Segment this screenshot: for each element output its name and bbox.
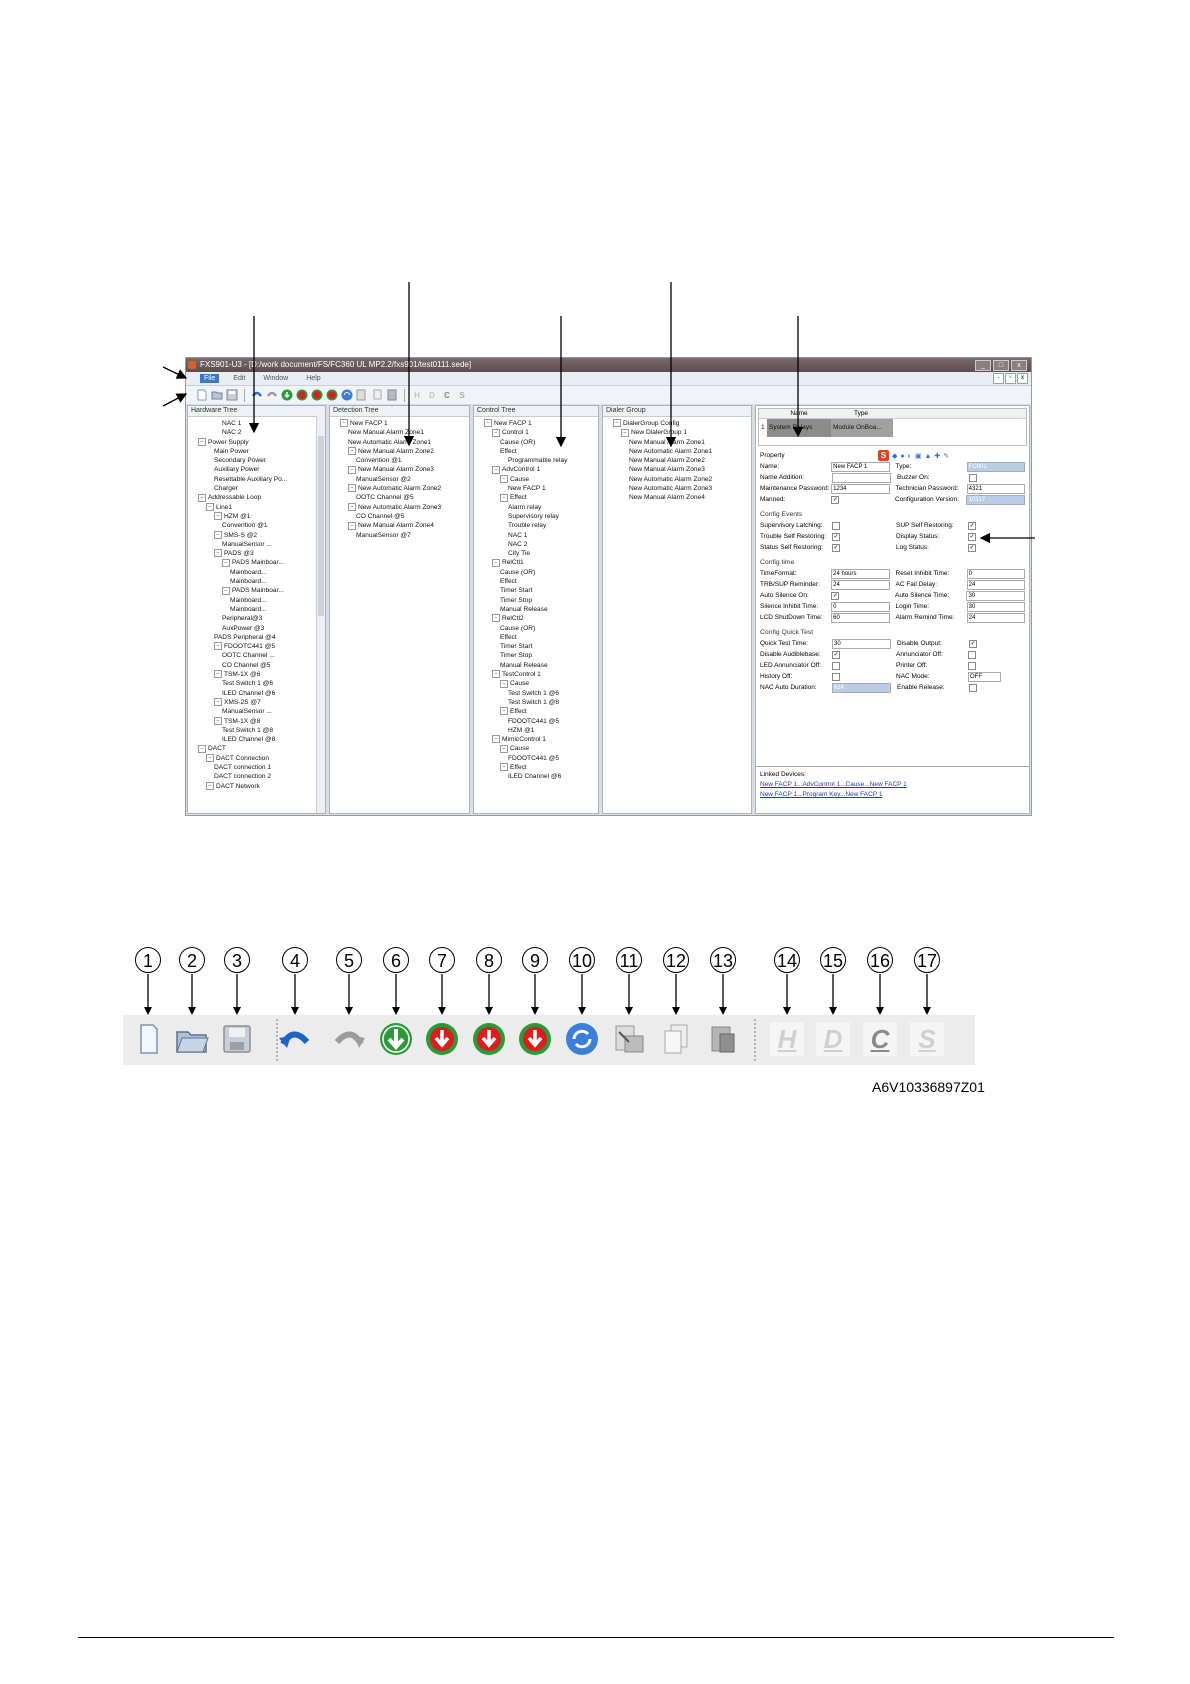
legend-number: 11 — [616, 947, 642, 973]
tree-node-label: ManualSensor @2 — [356, 475, 411, 483]
tree-node-label: DACT connection 1 — [214, 763, 272, 771]
tree-node-label: Auxiliary Power — [214, 466, 260, 474]
legend-number: 12 — [663, 947, 689, 973]
checkbox[interactable]: ✓ — [832, 592, 838, 599]
tree-node-label: Mainboard... — [230, 596, 267, 604]
property-field[interactable]: 1234 — [831, 484, 889, 494]
property-label: Type: — [895, 463, 912, 470]
property-label: Trouble Self Restoring: — [760, 533, 827, 540]
legend-number: 7 — [429, 947, 455, 973]
tree-node-label: Test Switch 1 @8 — [508, 698, 560, 706]
expand-toggle-icon[interactable]: − — [613, 419, 621, 427]
tree-node-label: Addressable Loop — [208, 494, 262, 502]
property-field[interactable]: New FACP 1 — [831, 462, 889, 472]
expand-toggle-icon[interactable]: − — [340, 419, 348, 427]
tree-node-label: Effect — [500, 447, 517, 455]
expand-toggle-icon[interactable]: − — [492, 466, 500, 474]
expand-toggle-icon[interactable]: − — [214, 698, 222, 706]
expand-toggle-icon[interactable]: − — [198, 494, 206, 502]
config-time-label: Config time — [760, 559, 795, 566]
property-field[interactable]: 24 — [967, 580, 1025, 590]
tree-node-label: PADS Mainboar... — [232, 587, 284, 595]
property-label: Printer Off: — [896, 662, 928, 669]
legend-number: 17 — [914, 947, 940, 973]
property-field[interactable]: 0 — [967, 569, 1025, 579]
expand-toggle-icon[interactable]: − — [348, 447, 356, 455]
property-label: Supervisory Latching: — [760, 522, 823, 529]
menu-file[interactable]: File — [200, 374, 219, 383]
legend-arrowhead — [672, 1007, 680, 1015]
property-field[interactable]: OFF — [968, 672, 1001, 682]
redo-icon — [329, 1019, 369, 1059]
tree-node-label: AuxPower @3 — [222, 624, 265, 632]
expand-toggle-icon[interactable]: − — [500, 680, 508, 688]
tree-node-label: New Manual Alarm Zone4 — [358, 522, 434, 530]
legend-number: 15 — [820, 947, 846, 973]
export-icon — [609, 1019, 649, 1059]
tree-node-label: MimicControl 1 — [502, 736, 546, 744]
d-letter-icon[interactable]: D — [429, 390, 435, 400]
linked-devices-label: Linked Devices: — [760, 771, 806, 778]
tree-node-label: XMS-2S @7 — [224, 698, 261, 706]
tree-node-label: New FACP 1 — [494, 420, 532, 427]
grid-cell-name: System Relays — [767, 419, 831, 437]
tree-node-label: Programmable relay — [508, 457, 568, 465]
tree-node-label: Power Supply — [208, 438, 249, 446]
property-label: NAC Mode: — [896, 673, 930, 680]
tree-node-label: HZM @1 — [224, 512, 251, 520]
property-label: Buzzer On: — [897, 474, 930, 481]
property-label: Silence Inhibit Time: — [760, 603, 819, 610]
tree-node-label: PADS Mainboar... — [232, 559, 284, 567]
expand-toggle-icon[interactable]: − — [198, 438, 206, 446]
d-letter-icon: D — [816, 1022, 850, 1056]
checkbox[interactable]: ✓ — [970, 640, 976, 647]
tree-node-label: City Tie — [508, 550, 530, 558]
footer-rule — [78, 1637, 1114, 1638]
tree-node-label: New Manual Alarm Zone1 — [348, 429, 424, 437]
linked-device-link-2[interactable]: New FACP 1...Program Key...New FACP 1 — [760, 791, 883, 798]
tree-node-label: CO Channel @5 — [222, 661, 271, 669]
tree-node-label: Cause (OR) — [500, 568, 536, 576]
download-red-icon — [515, 1019, 555, 1059]
expand-toggle-icon[interactable]: − — [492, 429, 500, 437]
property-label: Auto Silence On: — [760, 592, 809, 599]
mdi-minimize-button[interactable]: - — [993, 373, 1004, 384]
mdi-close-button[interactable]: x — [1017, 373, 1028, 384]
expand-toggle-icon[interactable]: − — [348, 522, 356, 530]
refresh-icon — [562, 1019, 602, 1059]
tree-node-label: DACT Connection — [216, 754, 270, 762]
checkbox[interactable]: ✓ — [833, 544, 839, 551]
tree-node-label: Mainboard... — [230, 578, 267, 586]
legend-number: 3 — [224, 947, 250, 973]
legend-arrowhead — [719, 1007, 727, 1015]
undo-icon — [275, 1019, 315, 1059]
tree-node-label: NAC 2 — [508, 540, 528, 548]
tree-node-label: TestControl 1 — [502, 671, 541, 679]
tree-node-label: HZM @1 — [508, 726, 535, 734]
property-field[interactable]: 30 — [966, 591, 1025, 601]
property-field[interactable]: FC901 — [967, 462, 1025, 472]
tree-node-label: PADS @3 — [224, 550, 254, 558]
linked-device-link-1[interactable]: New FACP 1...AdvControl 1...Cause...New FACP 1 — [760, 781, 907, 788]
expand-toggle-icon[interactable]: − — [214, 670, 222, 678]
legend-number: 14 — [774, 947, 800, 973]
tree-node-label: AdvControl 1 — [502, 466, 541, 474]
tree-node-label: Test Switch 1 @8 — [222, 726, 274, 734]
tree-node-label: DACT connection 2 — [214, 773, 272, 781]
property-field[interactable]: 60 — [831, 613, 889, 623]
property-label: History Off: — [760, 673, 793, 680]
expand-toggle-icon[interactable]: − — [222, 559, 230, 567]
legend-arrowhead — [345, 1007, 353, 1015]
expand-toggle-icon[interactable]: − — [214, 549, 222, 557]
property-label: Quick Test Time: — [760, 640, 808, 647]
legend-arrowhead — [578, 1007, 586, 1015]
legend-arrowhead — [876, 1007, 884, 1015]
property-label: Manned: — [760, 496, 786, 503]
paste-icon — [703, 1019, 743, 1059]
property-field[interactable]: 30 — [832, 639, 891, 649]
expand-toggle-icon[interactable]: − — [206, 754, 214, 762]
toolbar-legend — [85, 947, 975, 1107]
expand-toggle-icon[interactable]: − — [222, 587, 230, 595]
tree-node-label: Charger — [214, 485, 238, 493]
tree-node-label: RelCtl2 — [502, 615, 524, 623]
legend-arrowhead — [625, 1007, 633, 1015]
tree-node-label: Timer Start — [500, 643, 533, 651]
download-red-icon — [422, 1019, 462, 1059]
tree-node-label: New Manual Alarm Zone4 — [629, 494, 705, 502]
tree-node-label: New FACP 1 — [508, 485, 546, 493]
property-label: Enable Release: — [897, 684, 945, 691]
tree-node-label: Convention @1 — [356, 457, 402, 465]
property-label: AC Fail Delay: — [895, 581, 938, 588]
s-letter-icon: S — [910, 1022, 944, 1056]
property-label: Disable Output: — [897, 640, 942, 647]
tree-node-label: Test Switch 1 @6 — [222, 680, 274, 688]
legend-number: 16 — [867, 947, 893, 973]
tree-node-label: DACT Network — [216, 782, 260, 790]
legend-number: 8 — [476, 947, 502, 973]
tree-node-label: ManualSensor ... — [222, 540, 272, 548]
tree-node-label: OOTC Channel @5 — [356, 494, 414, 502]
tree-node-label: New DialerGroup 1 — [631, 429, 688, 437]
tree-node-label: Secondary Power — [214, 457, 267, 465]
tree-node-label: New Automatic Alarm Zone1 — [629, 447, 713, 455]
tree-node-label: ILED Channel @6 — [222, 689, 276, 697]
property-field[interactable]: 24 — [967, 613, 1025, 623]
property-label: Auto Silence Time: — [895, 592, 950, 599]
checkbox[interactable]: ✓ — [833, 533, 839, 540]
expand-toggle-icon[interactable]: − — [484, 419, 492, 427]
expand-toggle-icon[interactable]: − — [348, 503, 356, 511]
property-label: Name: — [760, 463, 780, 470]
property-label: TRB/SUP Reminder: — [760, 581, 820, 588]
tree-node-label: Timer Stop — [500, 652, 532, 660]
tree-node-label: Manual Release — [500, 661, 548, 669]
expand-toggle-icon[interactable]: − — [348, 484, 356, 492]
tree-node-label: New Automatic Alarm Zone3 — [358, 503, 442, 511]
expand-toggle-icon[interactable]: − — [621, 429, 629, 437]
legend-arrowhead — [923, 1007, 931, 1015]
tree-node-label: New Automatic Alarm Zone2 — [629, 475, 713, 483]
mdi-restore-button[interactable]: ▫ — [1005, 373, 1016, 384]
expand-toggle-icon[interactable]: − — [492, 670, 500, 678]
tree-node-label: TSM-1X @6 — [224, 671, 261, 679]
detection-tree-header: Detection Tree — [330, 406, 469, 417]
tree-node-label: Mainboard... — [230, 568, 267, 576]
c-letter-icon: C — [863, 1022, 897, 1056]
legend-arrowhead — [485, 1007, 493, 1015]
expand-toggle-icon[interactable]: − — [206, 782, 214, 790]
tree-node-label: Main Power — [214, 447, 249, 455]
legend-arrowhead — [144, 1007, 152, 1015]
tree-node-label: Trouble relay — [508, 522, 547, 530]
legend-number: 9 — [522, 947, 548, 973]
new-file-icon — [128, 1019, 168, 1059]
c-letter-icon[interactable]: C — [444, 390, 450, 400]
property-label: Log Status: — [896, 544, 929, 551]
tree-node-label: DialerGroup Config — [623, 420, 680, 427]
callout-arrow — [163, 394, 186, 406]
tree-node-label: Control 1 — [502, 429, 529, 437]
property-label: Reset Inhibit Time: — [895, 570, 950, 577]
property-label: TimeFormat: — [760, 570, 797, 577]
expand-toggle-icon[interactable]: − — [214, 531, 222, 539]
tree-node-label: RelCtl1 — [502, 559, 524, 567]
hardware-tree-header: Hardware Tree — [188, 406, 325, 417]
tree-node-label: DACT — [208, 745, 226, 753]
tree-node-label: Timer Stop — [500, 596, 532, 604]
legend-arrowhead — [783, 1007, 791, 1015]
property-label: Status Self Restoring: — [760, 544, 823, 551]
tree-node-label: Mainboard... — [230, 605, 267, 613]
menu-window[interactable]: Window — [263, 375, 289, 382]
property-field[interactable]: 4321 — [967, 484, 1025, 494]
grid-cell-type: Module OnBoa... — [831, 419, 893, 437]
expand-toggle-icon[interactable]: − — [198, 745, 206, 753]
expand-toggle-icon[interactable]: − — [492, 735, 500, 743]
tree-node-label: New Manual Alarm Zone3 — [629, 466, 705, 474]
tree-node-label: PADS Peripheral @4 — [214, 633, 276, 641]
tree-node-label: Alarm relay — [508, 503, 542, 511]
tree-node-label: NAC 2 — [222, 429, 242, 437]
property-label: SUP Self Restoring: — [896, 522, 954, 529]
property-label: Configuration Version: — [895, 496, 959, 503]
legend-number: 1 — [135, 947, 161, 973]
expand-toggle-icon[interactable]: − — [500, 494, 508, 502]
tree-node-label: Line1 — [216, 503, 233, 511]
expand-toggle-icon[interactable]: − — [348, 466, 356, 474]
copy-icon — [656, 1019, 696, 1059]
tree-node-label: OOTC Channel ... — [222, 652, 275, 660]
property-label: Login Time: — [895, 603, 930, 610]
tree-node-label: Resettable Auxiliary Po... — [214, 475, 288, 483]
property-field[interactable]: 24 — [831, 580, 889, 590]
legend-arrowhead — [233, 1007, 241, 1015]
property-field[interactable]: 24 hours — [831, 569, 889, 579]
expand-toggle-icon[interactable]: − — [492, 614, 500, 622]
open-folder-icon — [172, 1019, 212, 1059]
legend-arrowhead — [531, 1007, 539, 1015]
tree-node-label: FDOOTC441 @5 — [224, 643, 276, 651]
checkbox[interactable]: ✓ — [969, 533, 975, 540]
expand-toggle-icon[interactable]: − — [206, 503, 214, 511]
grid-header-name: Name — [790, 410, 808, 417]
expand-toggle-icon[interactable]: − — [492, 559, 500, 567]
tree-node-label: ILED Channel @8 — [222, 736, 276, 744]
tree-node-label: Effect — [500, 633, 517, 641]
tree-node-label: Cause — [510, 745, 530, 753]
property-label: Annunciator Off: — [896, 651, 943, 658]
tree-node-label: Cause — [510, 475, 530, 483]
property-field[interactable]: 0 — [831, 602, 889, 612]
dialer-group-header: Dialer Group — [603, 406, 751, 417]
property-field[interactable]: 30 — [967, 602, 1025, 612]
tree-node-label: Timer Start — [500, 587, 533, 595]
tree-node-label: CO Channel @5 — [356, 512, 405, 520]
h-letter-icon: H — [770, 1022, 804, 1056]
expand-toggle-icon[interactable]: − — [500, 763, 508, 771]
tree-node-label: New Automatic Alarm Zone2 — [358, 485, 442, 493]
tree-node-label: Supervisory relay — [508, 512, 559, 520]
tree-node-label: Manual Release — [500, 605, 548, 613]
tree-node-label: FDOOTC441 @5 — [508, 754, 560, 762]
tree-node-label: NAC 1 — [222, 420, 242, 427]
tree-node-label: ManualSensor @7 — [356, 531, 411, 539]
expand-toggle-icon[interactable]: − — [214, 717, 222, 725]
close-button[interactable]: x — [1011, 360, 1027, 371]
property-label: Maintenance Password: — [760, 485, 830, 492]
legend-arrowhead — [291, 1007, 299, 1015]
expand-toggle-icon[interactable]: − — [500, 745, 508, 753]
tree-node-label: Effect — [500, 578, 517, 586]
expand-toggle-icon[interactable]: − — [214, 642, 222, 650]
menu-edit[interactable]: Edit — [233, 375, 246, 382]
tree-node-label: New Manual Alarm Zone2 — [629, 457, 705, 465]
tree-node-label: ManualSensor ... — [222, 708, 272, 716]
sogou-icon: S — [878, 450, 889, 461]
legend-number: 2 — [179, 947, 205, 973]
property-label: Property — [760, 452, 785, 459]
maximize-button[interactable]: □ — [993, 360, 1009, 371]
tree-node-label: Effect — [510, 763, 527, 771]
save-icon — [217, 1019, 257, 1059]
tree-node-label: Effect — [510, 708, 527, 716]
s-letter-icon[interactable]: S — [459, 390, 465, 400]
property-label: NAC Auto Duration: — [760, 684, 817, 691]
window-title: FXS901-U3 - [D:/work document/FS/FC360 UL MP2.2/fxs901/test0111.sede] — [200, 360, 472, 369]
property-field[interactable]: 624 — [832, 683, 891, 693]
callout-arrow — [163, 367, 186, 378]
download-icon — [376, 1019, 416, 1059]
expand-toggle-icon[interactable]: − — [500, 475, 508, 483]
tree-node-label: New Manual Alarm Zone3 — [358, 466, 434, 474]
grid-row[interactable]: 1 System Relays Module OnBoa... — [759, 419, 1026, 437]
tree-node-label: New Automatic Alarm Zone3 — [629, 485, 713, 493]
config-events-label: Config Events — [760, 511, 803, 518]
checkbox[interactable]: ✓ — [969, 522, 975, 529]
menu-help[interactable]: Help — [306, 375, 321, 382]
control-tree-header: Control Tree — [474, 406, 598, 417]
tree-node-label: FDOOTC441 @5 — [508, 717, 560, 725]
legend-arrowhead — [438, 1007, 446, 1015]
tree-node-label: Cause — [510, 680, 530, 688]
property-label: Display Status: — [896, 533, 940, 540]
checkbox[interactable]: ✓ — [832, 496, 838, 503]
h-letter-icon[interactable]: H — [414, 390, 420, 400]
legend-arrowhead — [188, 1007, 196, 1015]
ime-toolbar-icons: ◆●◐▣▲✚✎ — [892, 452, 953, 460]
tree-node-label: Convention @1 — [222, 522, 268, 530]
tree-node-label: Test Switch 1 @6 — [508, 689, 560, 697]
property-label: Alarm Remind Time: — [895, 614, 955, 621]
property-label: Disable Audiblebase: — [760, 651, 821, 658]
download-red-icon — [469, 1019, 509, 1059]
minimize-button[interactable]: _ — [975, 360, 991, 371]
legend-number: 5 — [336, 947, 362, 973]
expand-toggle-icon[interactable]: − — [214, 512, 222, 520]
property-label: Name Addition: — [760, 474, 805, 481]
tree-node-label: New Manual Alarm Zone1 — [629, 438, 705, 446]
legend-number: 4 — [282, 947, 308, 973]
legend-number: 10 — [569, 947, 595, 973]
legend-number: 13 — [710, 947, 736, 973]
tree-node-label: TSM-1X @8 — [224, 717, 261, 725]
tree-node-label: Cause (OR) — [500, 624, 536, 632]
property-label: LCD ShutDown Time: — [760, 614, 823, 621]
property-label: LED Annunciator Off: — [760, 662, 821, 669]
legend-arrowhead — [829, 1007, 837, 1015]
legend-number: 6 — [383, 947, 409, 973]
tree-node-label: Peripheral@3 — [222, 615, 263, 623]
tree-node-label: ILED Channel @6 — [508, 773, 562, 781]
tree-node-label: New Automatic Alarm Zone1 — [348, 438, 432, 446]
property-label: Technician Password: — [895, 485, 959, 492]
tree-node-label: SMS-S @2 — [224, 531, 258, 539]
tree-node-label: New FACP 1 — [350, 420, 388, 427]
tree-node-label: New Manual Alarm Zone2 — [358, 447, 434, 455]
tree-node-label: NAC 1 — [508, 531, 528, 539]
figure-reference: A6V10336897Z01 — [872, 1079, 985, 1095]
checkbox[interactable]: ✓ — [969, 544, 975, 551]
expand-toggle-icon[interactable]: − — [500, 707, 508, 715]
tree-node-label: Effect — [510, 494, 527, 502]
config-quick-test-label: Config Quick Test — [760, 629, 814, 636]
tree-node-label: Cause (OR) — [500, 438, 536, 446]
grid-header-type: Type — [853, 410, 869, 417]
legend-arrowhead — [392, 1007, 400, 1015]
checkbox[interactable]: ✓ — [833, 651, 839, 658]
property-field[interactable]: 10317 — [966, 495, 1025, 505]
